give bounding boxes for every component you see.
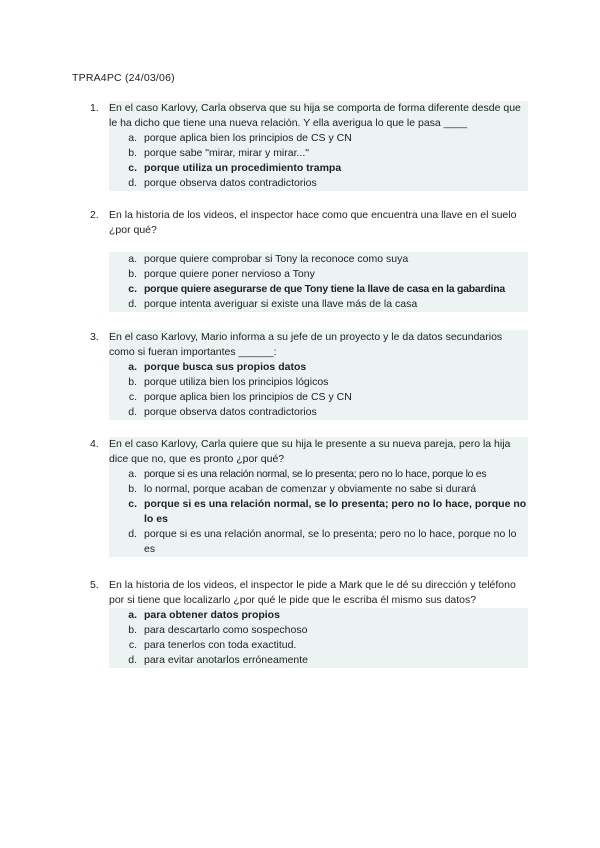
question-2 (90, 208, 528, 312)
option-b (109, 482, 528, 497)
question-4 (90, 437, 528, 557)
option-a (109, 467, 528, 482)
option-c (109, 390, 528, 405)
option-letter: b. (128, 624, 137, 636)
option-a (109, 131, 528, 146)
option-text: porque intenta averiguar si existe una llave más de la casa (144, 298, 418, 310)
question-number: 1. (90, 102, 99, 114)
question-5 (90, 578, 528, 668)
options-list (109, 467, 528, 557)
option-letter: d. (128, 406, 137, 418)
option-letter: a. (128, 468, 137, 480)
option-text: porque observa datos contradictorios (144, 177, 317, 189)
option-b (109, 267, 528, 282)
option-text: lo normal, porque acaban de comenzar y obviamente no sabe si durará (144, 483, 477, 495)
option-text: para obtener datos propios (144, 609, 280, 621)
option-text: porque utiliza bien los principios lógicos (144, 376, 329, 388)
option-b (109, 375, 528, 390)
option-text: porque si es una relación anormal, se lo presenta; pero no lo hace, porque no lo es (144, 528, 517, 555)
question-text: En el caso Karlovy, Carla observa que su hija se comporta de forma diferente desde que le ha dicho que tiene una nueva relación. Y ella averigua lo que le pasa ____ (109, 101, 528, 131)
option-text: para evitar anotarlos erróneamente (144, 654, 309, 666)
question-number: 5. (90, 579, 99, 591)
option-text: porque quiere poner nervioso a Tony (144, 268, 315, 280)
question-number: 2. (90, 209, 99, 221)
question-1 (90, 101, 528, 191)
question-number: 4. (90, 438, 99, 450)
question-number: 3. (90, 331, 99, 343)
option-a-correct (109, 608, 528, 623)
option-letter: d. (128, 654, 137, 666)
option-text: para descartarlo como sospechoso (144, 624, 308, 636)
option-letter: d. (128, 528, 137, 540)
option-text: porque si es una relación normal, se lo presenta; pero no lo hace, porque no lo es (144, 498, 527, 525)
options-list (109, 252, 528, 312)
options-list (109, 360, 528, 420)
document-title: TPRA4PC (24/03/06) (72, 72, 175, 84)
option-d (109, 527, 528, 557)
option-letter: a. (128, 132, 137, 144)
question-3 (90, 330, 528, 420)
option-c-correct (109, 497, 528, 527)
question-text: En la historia de los videos, el inspector le pide a Mark que le dé su dirección y teléfono por si tiene que localizarlo ¿por qué le pide que le escriba él mismo sus datos? (109, 579, 516, 606)
option-c (109, 638, 528, 653)
option-letter: b. (128, 147, 137, 159)
option-letter: b. (128, 376, 137, 388)
option-letter: c. (128, 639, 137, 651)
option-text: porque aplica bien los principios de CS y CN (144, 391, 352, 403)
option-b (109, 623, 528, 638)
option-a-correct (109, 360, 528, 375)
option-letter: d. (128, 177, 137, 189)
option-b (109, 146, 528, 161)
option-c-correct (109, 161, 528, 176)
option-letter: c. (128, 391, 137, 403)
option-letter: a. (128, 253, 137, 265)
option-text: porque quiere asegurarse de que Tony tiene la llave de casa en la gabardina (144, 283, 505, 295)
option-text: porque si es una relación normal, se lo presenta; pero no lo hace, porque lo es (144, 468, 487, 480)
question-text: En el caso Karlovy, Mario informa a su jefe de un proyecto y le da datos secundarios como si fueran importantes ______: (109, 330, 528, 360)
option-letter: c. (128, 162, 137, 174)
option-text: porque observa datos contradictorios (144, 406, 317, 418)
question-text: En la historia de los videos, el inspector hace como que encuentra una llave en el suelo ¿por qué? (109, 209, 517, 236)
question-text: En el caso Karlovy, Carla quiere que su hija le presente a su nueva pareja, pero la hija dice que no, que es pronto ¿por qué? (109, 437, 528, 467)
option-text: porque busca sus propios datos (144, 361, 307, 373)
options-list (109, 608, 528, 668)
option-text: porque quiere comprobar si Tony la reconoce como suya (144, 253, 409, 265)
option-letter: a. (128, 361, 137, 373)
option-d (109, 297, 528, 312)
options-list (109, 131, 528, 191)
option-letter: b. (128, 268, 137, 280)
option-text: porque aplica bien los principios de CS y CN (144, 132, 352, 144)
option-c-correct (109, 282, 528, 297)
option-letter: c. (128, 498, 137, 510)
option-d (109, 653, 528, 668)
option-text: porque utiliza un procedimiento trampa (144, 162, 342, 174)
option-a (109, 252, 528, 267)
option-letter: a. (128, 609, 137, 621)
option-letter: d. (128, 298, 137, 310)
option-d (109, 405, 528, 420)
option-text: para tenerlos con toda exactitud. (144, 639, 297, 651)
option-d (109, 176, 528, 191)
option-letter: c. (128, 283, 137, 295)
option-letter: b. (128, 483, 137, 495)
option-text: porque sabe "mirar, mirar y mirar..." (144, 147, 310, 159)
